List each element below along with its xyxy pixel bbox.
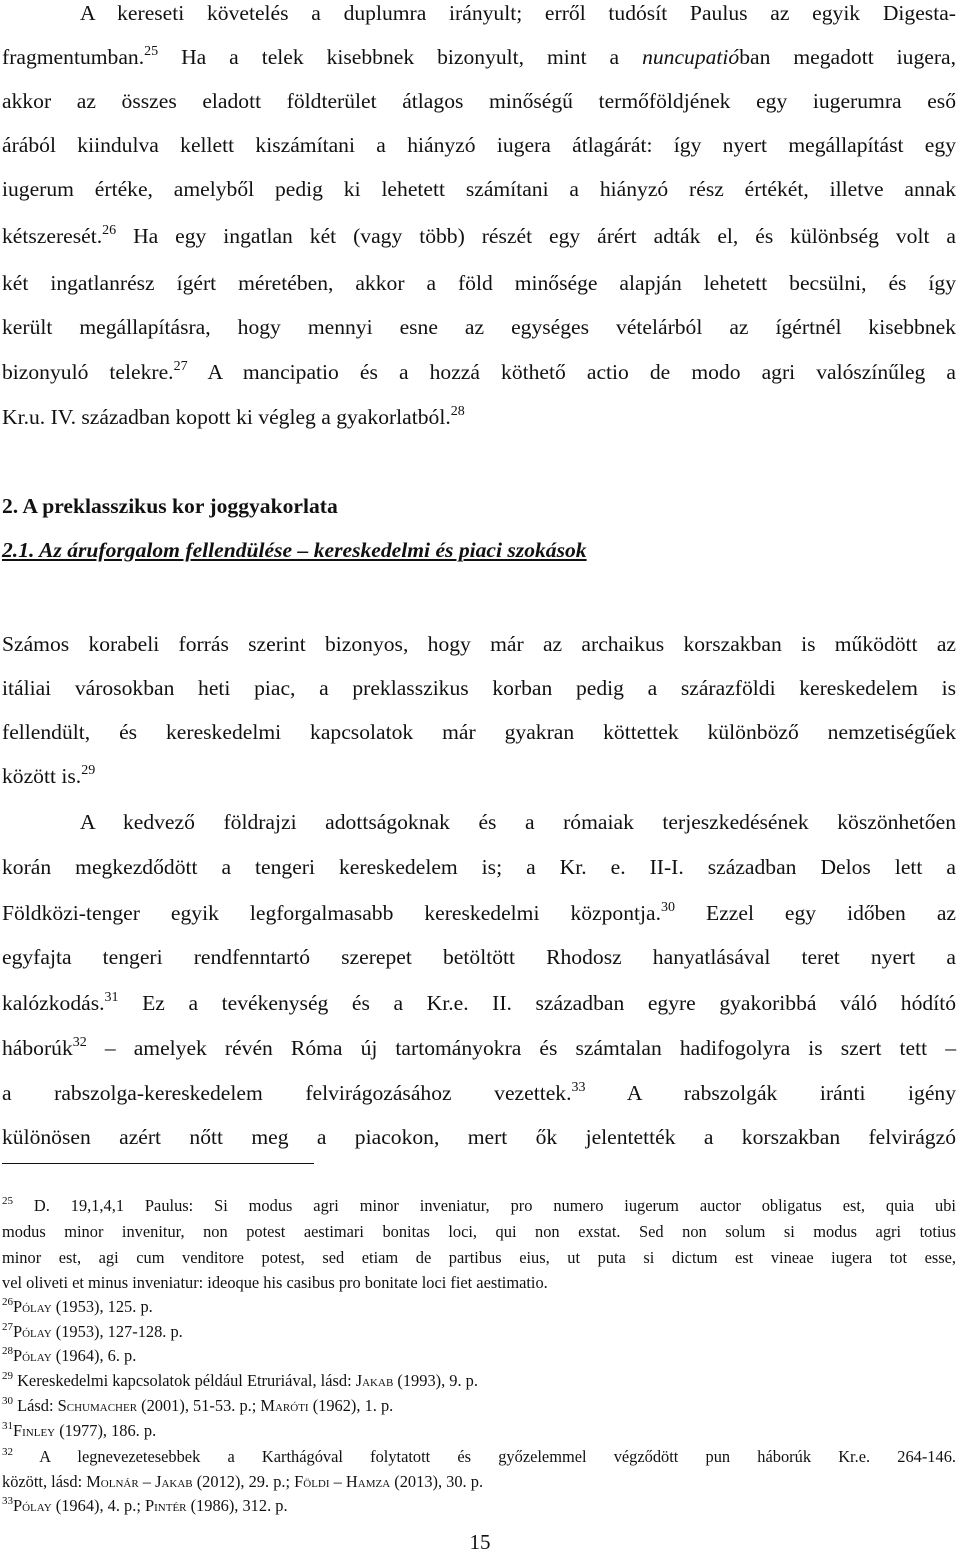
body-line: a rabszolga-kereskedelem felvirágozásához vezettek.$^{33}$ A rabszolgák iránti igény bbox=[2, 1080, 956, 1105]
footnote-ref[interactable]: 33 bbox=[571, 1080, 586, 1095]
footnote-25-cont: modus minor invenitur, non potest aestimari bonitas loci, qui non exstat. Sed non solum si modus agri totius bbox=[2, 1222, 956, 1241]
footnote-32-cont: között, lásd: Molnár – Jakab (2012), 29. p.; Földi – Hamza (2013), 30. p. bbox=[2, 1472, 484, 1491]
footnote-ref[interactable]: 30 bbox=[661, 900, 676, 915]
footnote-28: $^{28}$Pólay (1964), 6. p. bbox=[2, 1345, 137, 1365]
body-line: korán megkezdődött a tengeri kereskedelem is; a Kr. e. II-I. században Delos lett a bbox=[2, 855, 956, 879]
footnote-ref[interactable]: 27 bbox=[173, 359, 188, 374]
footnote-ref[interactable]: 29 bbox=[81, 763, 96, 778]
footnote-27: $^{27}$Pólay (1953), 127-128. p. bbox=[2, 1321, 183, 1341]
subsection-heading: 2.1. Az áruforgalom fellendülése – kereskedelmi és piaci szokások bbox=[2, 538, 587, 562]
body-line: Számos korabeli forrás szerint bizonyos, hogy már az archaikus korszakban is működött az bbox=[2, 632, 956, 656]
body-line: árából kiindulva kellett kiszámítani a hiányzó iugera átlagárát: így nyert megállapítást egy bbox=[2, 133, 956, 157]
body-line: akkor az összes eladott földterület átlagos minőségű termőföldjének egy iugerumra eső bbox=[2, 89, 956, 113]
footnote-ref[interactable]: 31 bbox=[104, 990, 119, 1005]
footnote-ref[interactable]: 32 bbox=[72, 1035, 87, 1050]
body-line: Kr.u. IV. században kopott ki végleg a gyakorlatból.$^{28}$ bbox=[2, 404, 465, 429]
body-line: fragmentumban.$^{25}$ Ha a telek kisebbnek bizonyult, mint a nuncupatióban megadott iugera, bbox=[2, 44, 956, 69]
body-line: Földközi-tenger egyik legforgalmasabb kereskedelmi központja.$^{30}$ Ezzel egy időben az bbox=[2, 900, 957, 925]
body-line: iugerum értéke, amelyből pedig ki lehetett számítani a hiányzó rész értékét, illetve annak bbox=[2, 177, 956, 201]
footnote-33: $^{33}$Pólay (1964), 4. p.; Pintér (1986), 312. p. bbox=[2, 1495, 288, 1515]
body-line: egyfajta tengeri rendfenntartó szerepet betöltött Rhodosz hanyatlásával teret nyert a bbox=[2, 945, 956, 969]
footnote-25-cont: vel oliveti et minus inveniatur: ideoque his casibus pro bonitate loci fiet aestimatio. bbox=[2, 1273, 548, 1292]
footnote-ref[interactable]: 26 bbox=[102, 223, 117, 238]
body-line: fellendült, és kereskedelmi kapcsolatok már gyakran köttettek különböző nemzetiségűek bbox=[2, 720, 956, 744]
body-line: háborúk$^{32}$ – amelyek révén Róma új tartományokra és számtalan hadifogolyra is szert tett – bbox=[2, 1035, 956, 1060]
footnote-ref[interactable]: 28 bbox=[450, 404, 465, 419]
section-heading: 2. A preklasszikus kor joggyakorlata bbox=[2, 494, 338, 518]
footnote-31: $^{31}$Finley (1977), 186. p. bbox=[2, 1420, 157, 1440]
body-line: kétszeresét.$^{26}$ Ha egy ingatlan két (vagy több) részét egy árért adták el, és különbség volt a bbox=[2, 223, 956, 248]
footnote-30: $^{30}$ Lásd: Schumacher (2001), 51-53. p.; Maróti (1962), 1. p. bbox=[2, 1395, 394, 1415]
body-line: között is.$^{29}$ bbox=[2, 763, 96, 788]
footnote-25: $^{25}$ D. 19,1,4,1 Paulus: Si modus agri minor inveniatur, pro numero iugerum auctor obligatus est, quia ubi bbox=[2, 1195, 956, 1215]
footnote-32: $^{32}$ A legnevezetesebbek a Karthágóval folytatott és győzelemmel végződött pun háborúk Kr.e. 264-146. bbox=[2, 1446, 956, 1466]
body-line: került megállapításra, hogy mennyi esne az egységes vételárból az ígértnél kisebbnek bbox=[2, 315, 956, 339]
footnote-ref[interactable]: 25 bbox=[144, 44, 159, 59]
body-line: bizonyuló telekre.$^{27}$ A mancipatio és a hozzá köthető actio de modo agri valószínűleg a bbox=[2, 359, 957, 384]
footnote-25-cont: minor est, agi cum venditore potest, sed etiam de partibus eius, ut puta si dictum est vineae iugera tot esse, bbox=[2, 1248, 956, 1267]
footnote-separator bbox=[2, 1163, 314, 1164]
page-number: 15 bbox=[469, 1530, 491, 1554]
body-line: kalózkodás.$^{31}$ Ez a tevékenység és a Kr.e. II. században egyre gyakoribbá váló hódító bbox=[2, 990, 956, 1015]
body-line: A kedvező földrajzi adottságoknak és a rómaiak terjeszkedésének köszönhetően bbox=[80, 810, 956, 834]
body-line: két ingatlanrész ígért méretében, akkor a föld minősége alapján lehetett becsülni, és így bbox=[2, 271, 956, 295]
footnote-26: $^{26}$Pólay (1953), 125. p. bbox=[2, 1296, 153, 1316]
footnote-29: $^{29}$ Kereskedelmi kapcsolatok például Etruriával, lásd: Jakab (1993), 9. p. bbox=[2, 1370, 478, 1390]
body-line: itáliai városokban heti piac, a preklasszikus korban pedig a szárazföldi kereskedelem is bbox=[2, 676, 956, 700]
body-line: különösen azért nőtt meg a piacokon, mert ők jelentették a korszakban felvirágzó bbox=[2, 1125, 956, 1149]
body-line: A kereseti követelés a duplumra irányult; erről tudósít Paulus az egyik Digesta- bbox=[80, 1, 956, 25]
